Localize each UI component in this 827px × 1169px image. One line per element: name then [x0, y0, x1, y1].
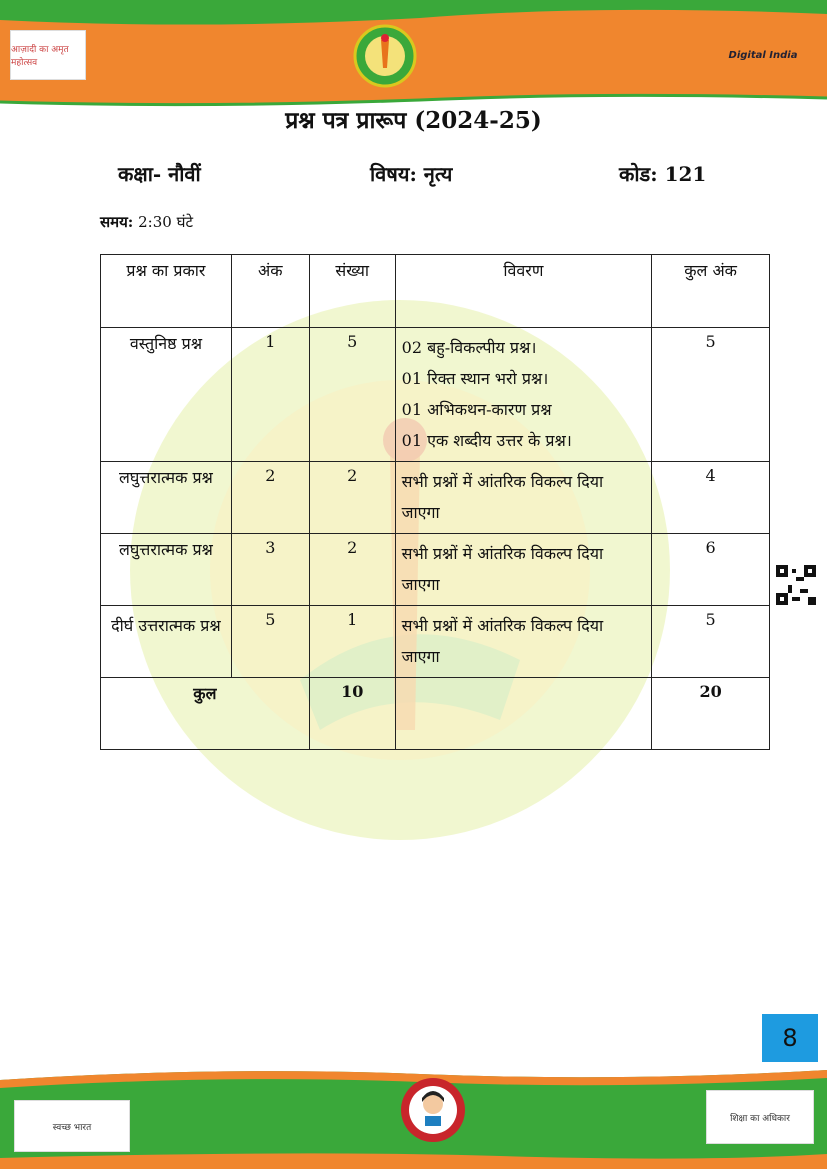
desc-line: 01 अभिकथन-कारण प्रश्न: [401, 400, 552, 419]
cell-total: 4: [652, 462, 770, 534]
digital-india-logo: [728, 42, 798, 68]
cell-marks: 3: [231, 534, 309, 606]
desc-line: 01 एक शब्दीय उत्तर के प्रश्न।: [401, 431, 572, 450]
total-marks: 20: [652, 678, 770, 750]
desc-line: सभी प्रश्नों में आंतरिक विकल्प दिया: [401, 472, 604, 491]
table-row: [101, 534, 770, 606]
desc-line: जाएगा: [401, 575, 440, 594]
digital-india-label: Digital India: [728, 49, 798, 61]
cell-type: लघुत्तरात्मक प्रश्न: [101, 462, 232, 534]
time-info: [100, 212, 193, 232]
table-row: [101, 606, 770, 678]
header-count: संख्या: [309, 255, 395, 328]
code-label: कोड: 121: [619, 162, 707, 186]
qr-code-icon: [776, 565, 816, 605]
table-row: [101, 462, 770, 534]
cell-description: [395, 462, 652, 534]
total-label: कुल: [101, 678, 310, 750]
cell-count: 1: [309, 606, 395, 678]
cell-type: दीर्घ उत्तरात्मक प्रश्न: [101, 606, 232, 678]
desc-line: जाएगा: [401, 503, 440, 522]
question-paper-table: [100, 254, 770, 750]
cell-total: 5: [652, 328, 770, 462]
table-header-row: [101, 255, 770, 328]
shiksha-adhikar-logo: [706, 1090, 814, 1144]
desc-line: 02 बहु-विकल्पीय प्रश्न।: [401, 338, 537, 357]
cell-description: [395, 328, 652, 462]
cell-total: 6: [652, 534, 770, 606]
header-marks: अंक: [231, 255, 309, 328]
header-description: विवरण: [395, 255, 652, 328]
table-row: [101, 328, 770, 462]
cell-count: 5: [309, 328, 395, 462]
cell-type: लघुत्तरात्मक प्रश्न: [101, 534, 232, 606]
total-description-empty: [395, 678, 652, 750]
swachh-bharat-logo: [14, 1100, 130, 1152]
class-label: कक्षा- नौवीं: [118, 162, 201, 186]
desc-line: सभी प्रश्नों में आंतरिक विकल्प दिया: [401, 616, 604, 635]
desc-line: सभी प्रश्नों में आंतरिक विकल्प दिया: [401, 544, 604, 563]
cell-count: 2: [309, 534, 395, 606]
cell-description: [395, 534, 652, 606]
azadi-logo-label: आज़ादी का अमृत महोत्सव: [11, 45, 69, 68]
swachh-bharat-label: स्वच्छ भारत: [52, 1122, 92, 1133]
desc-line: 01 रिक्त स्थान भरो प्रश्न।: [401, 369, 549, 388]
cell-count: 2: [309, 462, 395, 534]
cell-marks: 1: [231, 328, 309, 462]
table-total-row: [101, 678, 770, 750]
page-number: 8: [762, 1014, 818, 1062]
desc-line: जाएगा: [401, 647, 440, 666]
board-emblem-icon: [353, 24, 417, 88]
beti-padhao-emblem-icon: [400, 1074, 466, 1144]
cell-description: [395, 606, 652, 678]
cell-marks: 2: [231, 462, 309, 534]
subject-label: विषय: नृत्य: [370, 162, 453, 186]
header-total-marks: कुल अंक: [652, 255, 770, 328]
cell-total: 5: [652, 606, 770, 678]
azadi-logo: [10, 30, 86, 80]
cell-type: वस्तुनिष्ठ प्रश्न: [101, 328, 232, 462]
header-question-type: प्रश्न का प्रकार: [101, 255, 232, 328]
cell-marks: 5: [231, 606, 309, 678]
total-count: 10: [309, 678, 395, 750]
time-value: 2:30 घंटे: [133, 213, 194, 231]
time-label: समय:: [100, 213, 134, 231]
shiksha-adhikar-label: शिक्षा का अधिकार: [730, 1113, 790, 1124]
page-title: प्रश्न पत्र प्रारूप (2024-25): [285, 107, 542, 134]
